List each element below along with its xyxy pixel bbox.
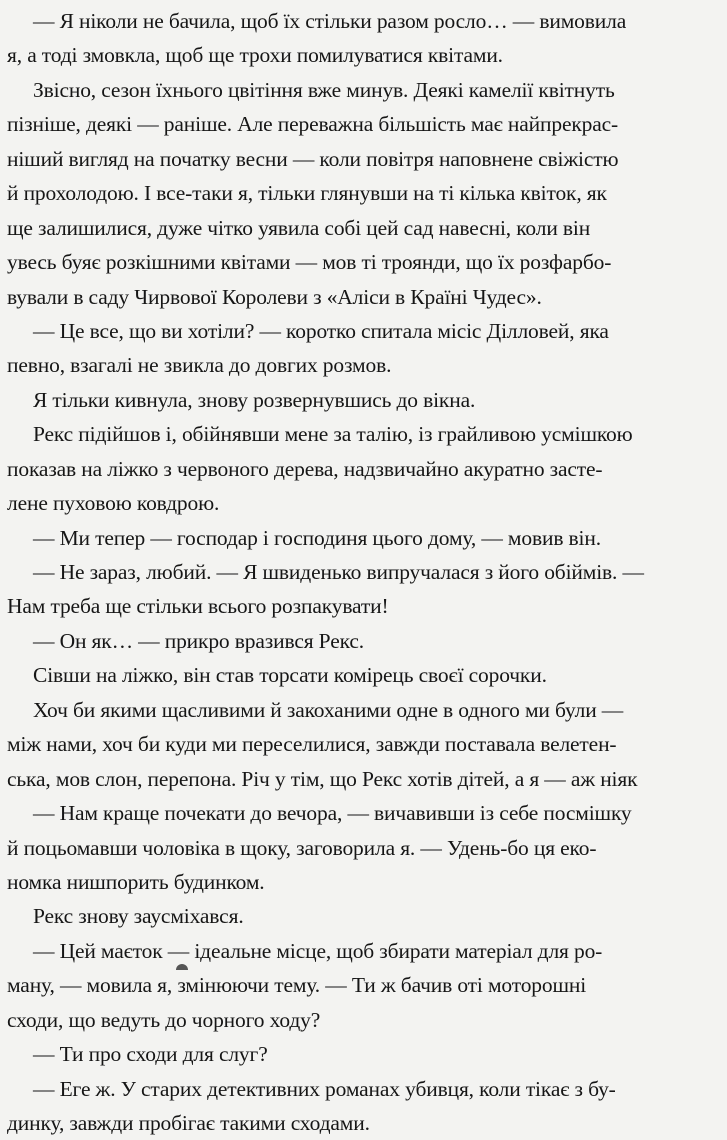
text-line: ніший вигляд на початку весни — коли повітря наповнене свіжістю — [7, 146, 619, 171]
text-line: певно, взагалі не звикла до довгих розмов. — [7, 353, 392, 378]
text-line: пізніше, деякі — раніше. Але переважна більшість має найпрекрас- — [7, 112, 619, 137]
text-line: ще залишилися, дуже чітко уявила собі цей сад навесні, коли він — [7, 215, 591, 240]
text-line: Сівши на ліжко, він став торсати комірець своєї сорочки. — [33, 663, 547, 688]
text-line: Звісно, сезон їхнього цвітіння вже минув. Деякі камелії квітнуть — [33, 77, 615, 102]
text-line: номка нишпорить будинком. — [7, 869, 265, 894]
text-line: між нами, хоч би куди ми переселилися, завжди поставала велетен- — [7, 732, 617, 757]
text-line: — Цей маєток — ідеальне місце, щоб збирати матеріал для ро- — [33, 938, 603, 963]
page-edge-mark — [176, 964, 188, 970]
text-line: — Еге ж. У старих детективних романах убивця, коли тікає з бу- — [33, 1076, 616, 1101]
text-line: вували в саду Чирвової Королеви з «Аліси в Країні Чудес». — [7, 284, 542, 309]
text-line: ману, — мовила я, змінюючи тему. — Ти ж бачив оті моторошні — [7, 973, 587, 998]
text-line: динку, завжди пробігає такими сходами. — [7, 1111, 370, 1135]
text-line: Хоч би якими щасливими й закоханими одне в одного ми були — — [33, 697, 624, 722]
text-line: й прохолодою. І все-таки я, тільки глянувши на ті кілька квіток, як — [7, 181, 607, 206]
text-line: Рекс підійшов і, обійнявши мене за талію, із грайливою усмішкою — [33, 422, 633, 447]
text-line: — Он як… — прикро вразився Рекс. — [33, 628, 364, 653]
text-line: сходи, що ведуть до чорного ходу? — [7, 1007, 321, 1032]
text-line: — Нам краще почекати до вечора, — вичавивши із себе посмішку — [33, 801, 632, 826]
text-line: я, а тоді змовкла, щоб ще трохи помилуватися квітами. — [7, 43, 503, 68]
text-line: показав на ліжко з червоного дерева, надзвичайно акуратно засте- — [7, 456, 603, 481]
text-line: ська, мов слон, перепона. Річ у тім, що Рекс хотів дітей, а я — аж ніяк — [7, 766, 638, 791]
text-line: Рекс знову заусміхався. — [33, 904, 244, 929]
text-line: — Це все, що ви хотіли? — коротко спитала місіс Ділловей, яка — [33, 318, 609, 343]
text-line: — Ми тепер — господар і господиня цього дому, — мовив він. — [33, 525, 601, 550]
text-line: Я тільки кивнула, знову розвернувшись до вікна. — [33, 387, 476, 412]
text-line: Нам треба ще стільки всього розпакувати! — [7, 594, 389, 619]
text-line: — Ти про сходи для слуг? — [33, 1042, 268, 1067]
text-line: — Я ніколи не бачила, щоб їх стільки разом росло… — вимовила — [33, 9, 627, 33]
body-text — [7, 4, 727, 1140]
text-line: — Не зараз, любий. — Я швиденько випручалася з його обіймів. — — [33, 560, 644, 584]
text-line: лене пуховою ковдрою. — [7, 491, 220, 516]
text-line: й поцьомавши чоловіка в щоку, заговорила я. — Удень-бо ця еко- — [7, 835, 597, 860]
text-line: увесь буяє розкішними квітами — мов ті троянди, що їх розфарбо- — [7, 250, 612, 275]
